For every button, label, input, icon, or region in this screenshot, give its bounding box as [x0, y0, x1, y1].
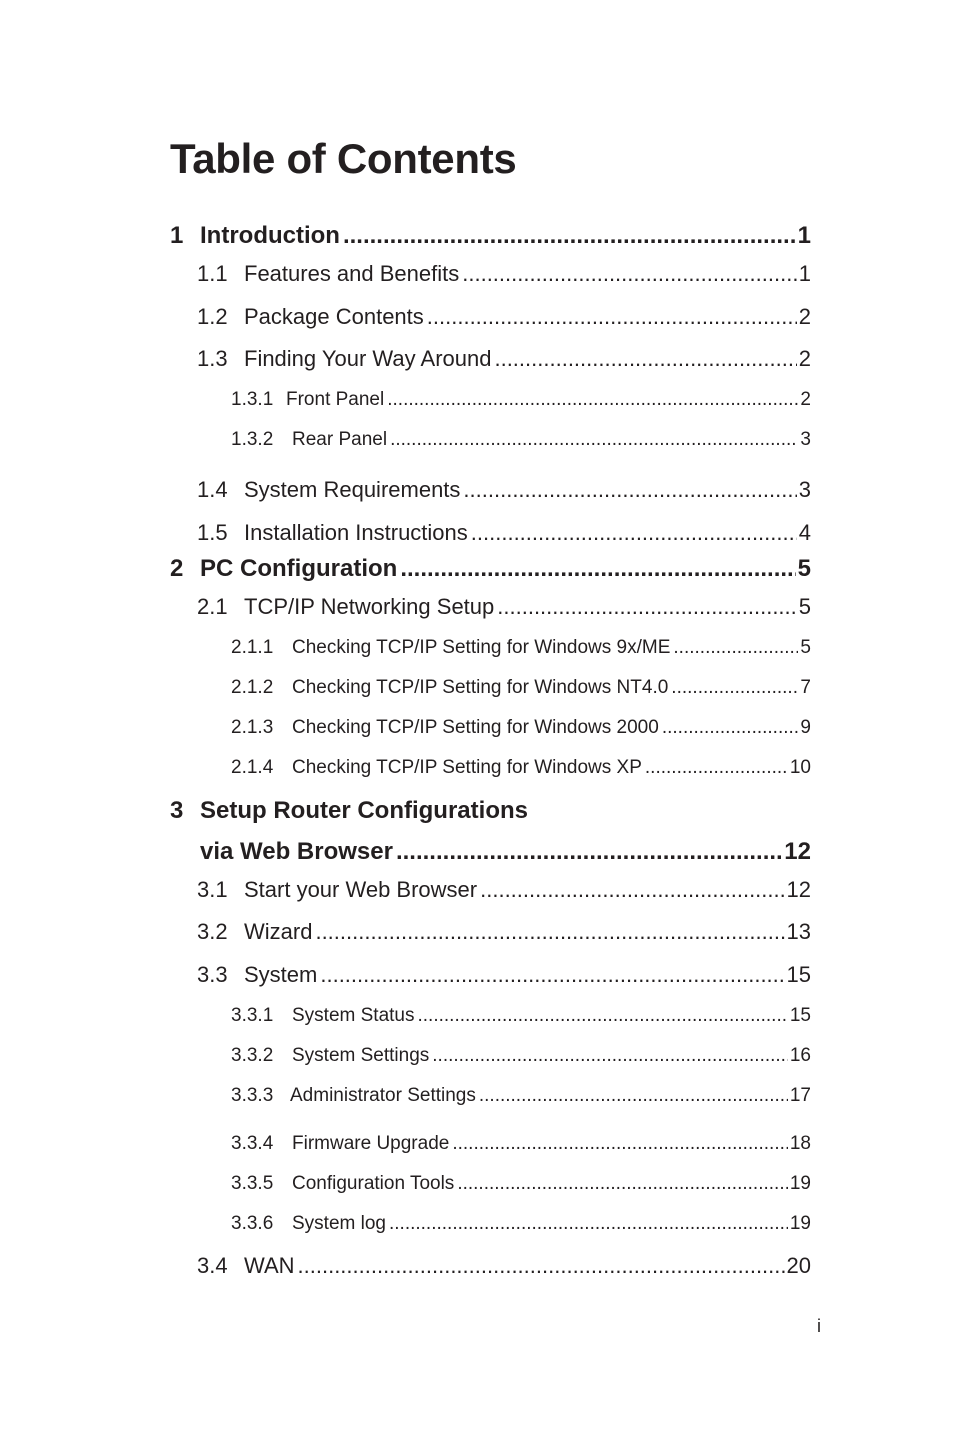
toc-entry-number: 2.1.1 — [231, 637, 274, 658]
toc-entry-title — [231, 1212, 386, 1236]
toc-section-installation-instructions[interactable] — [197, 519, 811, 547]
toc-subsection-system-status[interactable] — [231, 1004, 811, 1028]
toc-entry-number: 3.4 — [197, 1253, 228, 1278]
toc-entry-label: Rear Panel — [292, 429, 388, 450]
toc-entry-page: 5 — [798, 594, 811, 619]
toc-subsection-configuration-tools[interactable] — [231, 1172, 811, 1196]
toc-entry-label: Checking TCP/IP Setting for Windows 9x/ME — [292, 637, 671, 658]
toc-entry-label: Administrator Settings — [290, 1085, 476, 1106]
toc-entry-number: 3.3.6 — [231, 1213, 274, 1234]
toc-entry-title — [170, 554, 397, 584]
dot-leader — [463, 476, 796, 504]
toc-entry-number: 2.1.3 — [231, 717, 274, 738]
dot-leader — [479, 1084, 788, 1108]
dot-leader — [452, 1132, 788, 1156]
toc-entry-page: 10 — [789, 757, 811, 778]
toc-entry-page: 9 — [800, 717, 811, 738]
toc-entry-title — [197, 593, 494, 621]
toc-entry-number: 2.1.2 — [231, 677, 274, 698]
toc-entry-number: 3.3 — [197, 962, 228, 987]
toc-section-wan[interactable] — [197, 1252, 811, 1280]
dot-leader — [396, 837, 782, 867]
toc-entry-title — [231, 1004, 415, 1028]
toc-entry-title — [197, 260, 459, 288]
toc-entry-number: 1 — [170, 222, 184, 249]
toc-entry-number: 1.3.1 — [231, 389, 274, 410]
dot-leader — [315, 918, 784, 946]
toc-entry-page: 12 — [784, 838, 811, 865]
toc-entry-page: 12 — [786, 877, 811, 902]
toc-entry-number: 3.3.1 — [231, 1005, 274, 1026]
toc-entry-label: Front Panel — [286, 389, 385, 410]
toc-entry-number: 1.3.2 — [231, 429, 274, 450]
toc-entry-page: 2 — [800, 389, 811, 410]
toc-chapter-pc-configuration[interactable] — [170, 554, 811, 584]
toc-subsection-system-log[interactable] — [231, 1212, 811, 1236]
toc-entry-label: Configuration Tools — [292, 1173, 455, 1194]
toc-entry-label-line1: Setup Router Configurations — [200, 797, 528, 824]
dot-leader — [673, 636, 798, 660]
toc-entry-page: 15 — [789, 1005, 811, 1026]
dot-leader — [457, 1172, 788, 1196]
dot-leader — [400, 554, 795, 584]
toc-entry-title — [197, 303, 424, 331]
toc-entry-page: 3 — [798, 477, 811, 502]
toc-entry-number: 3.1 — [197, 877, 228, 902]
toc-entry-number: 2 — [170, 555, 184, 582]
toc-entry-title — [197, 961, 317, 989]
toc-entry-label: Checking TCP/IP Setting for Windows NT4.0 — [292, 677, 669, 698]
toc-entry-title — [231, 428, 387, 452]
dot-leader — [480, 876, 784, 904]
toc-entry-title — [197, 519, 468, 547]
toc-entry-title — [231, 676, 668, 700]
toc-entry-number: 2.1.4 — [231, 757, 274, 778]
toc-entry-label: Firmware Upgrade — [292, 1133, 450, 1154]
toc-entry-number: 3.3.2 — [231, 1045, 274, 1066]
toc-entry-page: 17 — [789, 1085, 811, 1106]
toc-subsection-windows-2000[interactable] — [231, 716, 811, 740]
toc-entry-label: System Status — [292, 1005, 415, 1026]
toc-entry-number: 1.5 — [197, 520, 228, 545]
toc-entry-page: 18 — [789, 1133, 811, 1154]
toc-entry-number: 3.3.5 — [231, 1173, 274, 1194]
toc-entry-page: 7 — [800, 677, 811, 698]
toc-entry-number: 2.1 — [197, 594, 228, 619]
toc-entry-page: 4 — [798, 520, 811, 545]
toc-subsection-windows-9x-me[interactable] — [231, 636, 811, 660]
toc-entry-label: System Settings — [292, 1045, 430, 1066]
toc-entry-title — [231, 636, 670, 660]
toc-entry-label: Features and Benefits — [244, 261, 460, 286]
toc-section-features-and-benefits[interactable] — [197, 260, 811, 288]
dot-leader — [432, 1044, 788, 1068]
dot-leader — [497, 593, 796, 621]
toc-entry-number: 1.2 — [197, 304, 228, 329]
toc-entry-label: Checking TCP/IP Setting for Windows XP — [292, 757, 642, 778]
toc-entry-page: 5 — [800, 637, 811, 658]
toc-entry-page: 1 — [798, 261, 811, 286]
toc-entry-page: 15 — [786, 962, 811, 987]
toc-entry-title — [231, 1132, 449, 1156]
toc-entry-title — [197, 876, 477, 904]
toc-subsection-windows-nt40[interactable] — [231, 676, 811, 700]
toc-entry-title — [231, 716, 659, 740]
toc-entry-title — [231, 1044, 429, 1068]
toc-entry-number: 3.3.4 — [231, 1133, 274, 1154]
toc-entry-label: Introduction — [200, 222, 340, 249]
dot-leader — [427, 303, 797, 331]
dot-leader — [390, 428, 798, 452]
dot-leader — [387, 388, 798, 412]
toc-section-start-web-browser[interactable] — [197, 876, 811, 904]
toc-entry-page: 19 — [789, 1213, 811, 1234]
toc-entry-label: Wizard — [244, 919, 313, 944]
dot-leader — [418, 1004, 788, 1028]
toc-entry-label: Installation Instructions — [244, 520, 468, 545]
toc-chapter-via-web-browser[interactable] — [170, 837, 811, 867]
toc-entry-label: System Requirements — [244, 477, 461, 502]
toc-entry-number: 1.3 — [197, 346, 228, 371]
toc-entry-label: Start your Web Browser — [244, 877, 478, 902]
toc-section-system-requirements[interactable] — [197, 476, 811, 504]
toc-entry-label: System — [244, 962, 318, 987]
toc-entry-page: 2 — [798, 346, 811, 371]
toc-subsection-firmware-upgrade[interactable] — [231, 1132, 811, 1156]
toc-section-wizard[interactable] — [197, 918, 811, 946]
toc-entry-title — [197, 1252, 295, 1280]
toc-entry-title — [231, 1084, 476, 1108]
dot-leader — [471, 519, 797, 547]
toc-entry-title — [197, 476, 460, 504]
toc-entry-number: 1.4 — [197, 477, 228, 502]
toc-entry-label: Package Contents — [244, 304, 424, 329]
dot-leader — [320, 961, 784, 989]
toc-entry-label: WAN — [244, 1253, 295, 1278]
toc-section-package-contents[interactable] — [197, 303, 811, 331]
dot-leader — [462, 260, 797, 288]
toc-subsection-windows-xp[interactable] — [231, 756, 811, 780]
toc-chapter-introduction[interactable] — [170, 221, 811, 251]
dot-leader — [389, 1212, 788, 1236]
toc-entry-page: 1 — [797, 222, 811, 249]
toc-entry-title — [197, 345, 491, 373]
toc-chapter-setup-router-heading[interactable] — [170, 796, 528, 826]
toc-entry-label: PC Configuration — [200, 555, 398, 582]
toc-entry-page: 2 — [798, 304, 811, 329]
dot-leader — [298, 1252, 785, 1280]
toc-entry-title — [170, 221, 340, 251]
toc-section-system[interactable] — [197, 961, 811, 989]
toc-entry-title — [170, 837, 393, 867]
toc-entry-title — [197, 918, 312, 946]
toc-entry-number: 3 — [170, 797, 184, 824]
toc-entry-number: 3.3.3 — [231, 1085, 274, 1106]
dot-leader — [343, 221, 796, 251]
toc-entry-page: 5 — [797, 555, 811, 582]
toc-section-finding-your-way-around[interactable] — [197, 345, 811, 373]
page-number: i — [817, 1316, 821, 1336]
toc-entry-label: System log — [292, 1213, 386, 1234]
toc-subsection-administrator-settings[interactable] — [231, 1084, 811, 1108]
toc-entry-label: Finding Your Way Around — [244, 346, 492, 371]
toc-entry-title — [231, 756, 642, 780]
toc-entry-page: 19 — [789, 1173, 811, 1194]
toc-entry-number: 1.1 — [197, 261, 228, 286]
dot-leader — [645, 756, 788, 780]
toc-entry-title — [231, 388, 384, 412]
toc-entry-label: TCP/IP Networking Setup — [244, 594, 495, 619]
toc-entry-page: 3 — [800, 429, 811, 450]
toc-subsection-front-panel[interactable] — [231, 388, 811, 412]
toc-entry-label: via Web Browser — [200, 838, 393, 865]
toc-entry-page: 16 — [789, 1045, 811, 1066]
toc-subsection-rear-panel[interactable] — [231, 428, 811, 452]
dot-leader — [494, 345, 796, 373]
toc-entry-title — [231, 1172, 454, 1196]
toc-entry-page: 13 — [786, 919, 811, 944]
toc-subsection-system-settings[interactable] — [231, 1044, 811, 1068]
toc-section-tcpip-networking-setup[interactable] — [197, 593, 811, 621]
toc-entry-number: 3.2 — [197, 919, 228, 944]
toc-entry-label: Checking TCP/IP Setting for Windows 2000 — [292, 717, 659, 738]
dot-leader — [662, 716, 799, 740]
dot-leader — [671, 676, 798, 700]
page-title: Table of Contents — [170, 135, 517, 182]
toc-entry-page: 20 — [786, 1253, 811, 1278]
